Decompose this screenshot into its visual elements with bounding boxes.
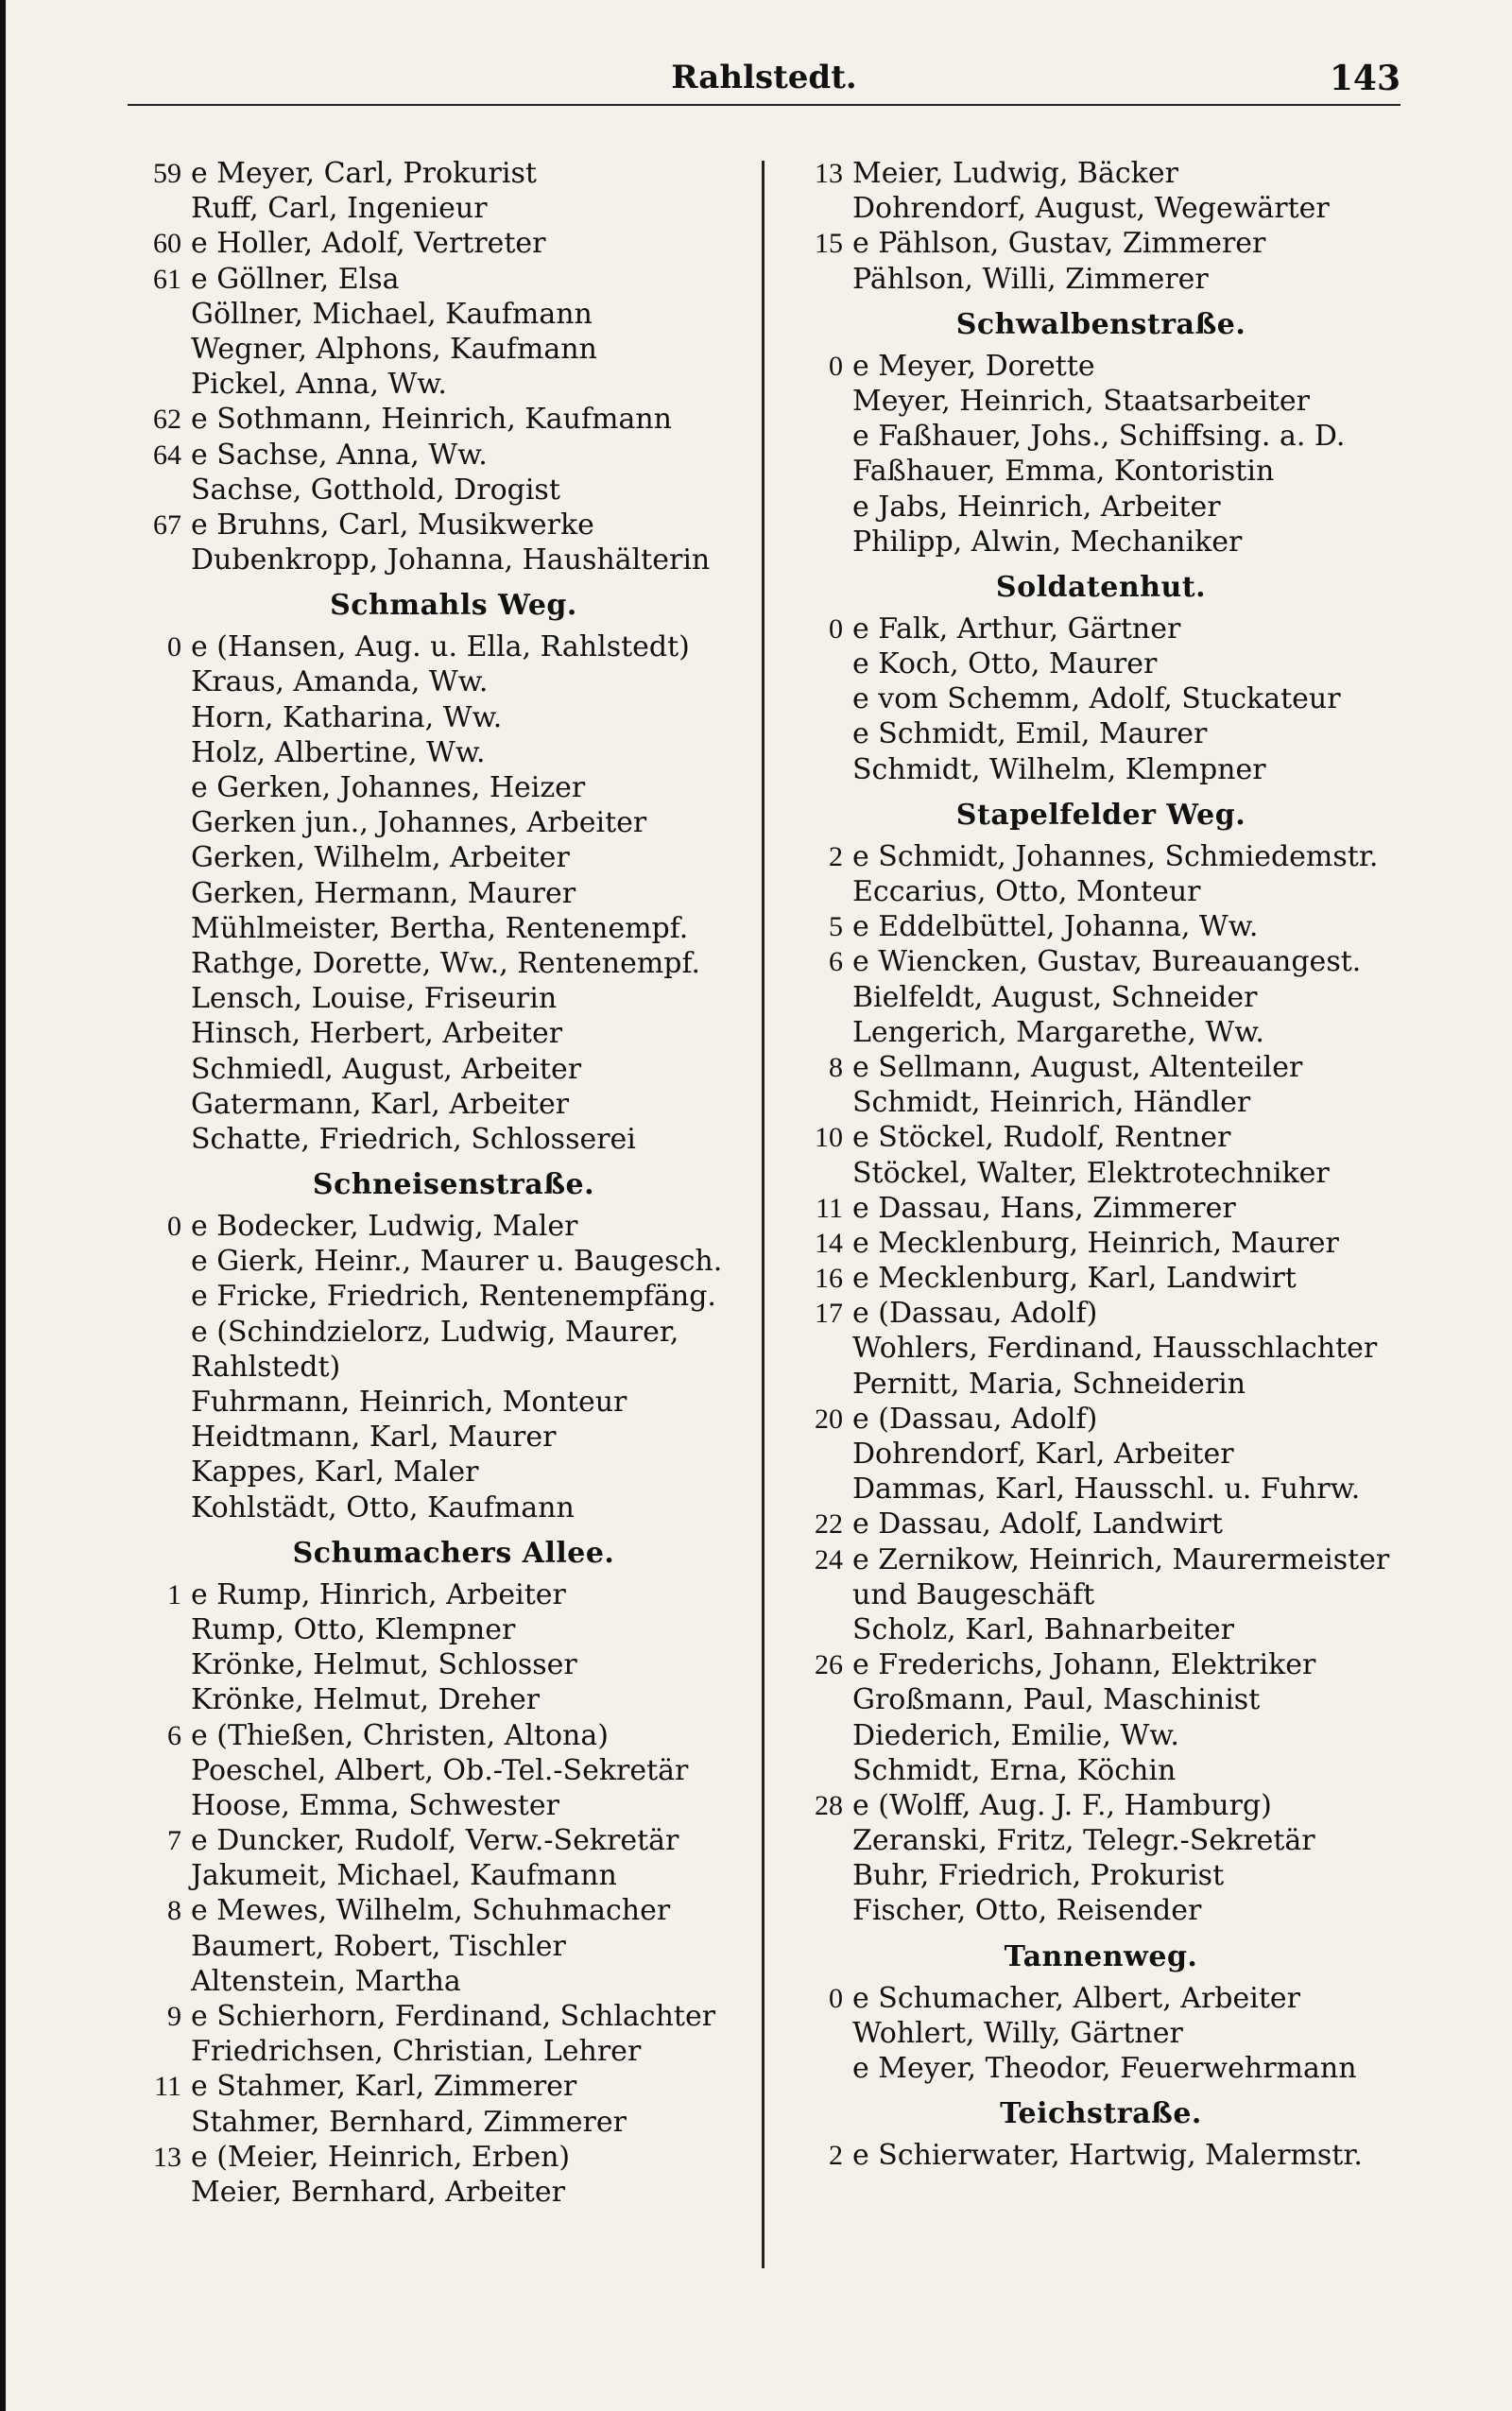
resident-text: e Frederichs, Johann, Elektriker bbox=[852, 1648, 1316, 1682]
resident-text: e (Hansen, Aug. u. Ella, Rahlstedt) bbox=[191, 630, 690, 664]
resident-line: Dohrendorf, Karl, Arbeiter bbox=[852, 1438, 1234, 1471]
address-entry bbox=[132, 438, 775, 473]
house-number: 61 bbox=[153, 263, 181, 295]
address-entry bbox=[794, 156, 1408, 191]
house-number: 59 bbox=[153, 158, 181, 189]
resident-text: e Dassau, Adolf, Landwirt bbox=[852, 1507, 1223, 1541]
address-entry bbox=[794, 2138, 1408, 2173]
house-number: 0 bbox=[829, 1982, 843, 2014]
resident-line: Fuhrmann, Heinrich, Monteur bbox=[191, 1386, 627, 1419]
resident-text: e Schumacher, Albert, Arbeiter bbox=[852, 1981, 1301, 2015]
address-entry bbox=[794, 1507, 1408, 1541]
resident-line: Zeranski, Fritz, Telegr.-Sekretär bbox=[852, 1824, 1315, 1858]
house-number: 6 bbox=[167, 1719, 181, 1751]
resident-line: Krönke, Helmut, Dreher bbox=[191, 1683, 541, 1717]
house-number: 17 bbox=[815, 1298, 843, 1330]
address-entry bbox=[794, 1981, 1408, 2016]
house-number: 14 bbox=[815, 1227, 843, 1259]
resident-text: e Sellmann, August, Altenteiler bbox=[852, 1050, 1303, 1084]
house-number: 6 bbox=[829, 946, 843, 978]
resident-line: e Faßhauer, Johs., Schiffsing. a. D. bbox=[852, 420, 1346, 454]
resident-line: Schatte, Friedrich, Schlosserei bbox=[191, 1122, 636, 1156]
address-entry bbox=[794, 1402, 1408, 1437]
address-entry bbox=[132, 1577, 775, 1612]
address-entry bbox=[132, 508, 775, 542]
resident-line: Poeschel, Albert, Ob.-Tel.-Sekretär bbox=[191, 1753, 689, 1787]
street-heading: Schumachers Allee. bbox=[292, 1536, 615, 1570]
resident-line: Stahmer, Bernhard, Zimmerer bbox=[191, 2105, 627, 2139]
address-entry bbox=[132, 402, 775, 437]
resident-line: e Gierk, Heinr., Maurer u. Baugesch. bbox=[191, 1245, 723, 1279]
street-heading: Schwalbenstraße. bbox=[955, 307, 1246, 341]
house-number: 20 bbox=[815, 1403, 843, 1435]
running-title: Rahlstedt. bbox=[671, 59, 857, 96]
resident-text: e Sothmann, Heinrich, Kaufmann bbox=[191, 403, 672, 437]
address-entry bbox=[132, 629, 775, 664]
resident-line: Stöckel, Walter, Elektrotechniker bbox=[852, 1156, 1330, 1190]
resident-line: Schmidt, Heinrich, Händler bbox=[852, 1086, 1251, 1120]
address-entry bbox=[132, 1999, 775, 2034]
resident-line: Jakumeit, Michael, Kaufmann bbox=[191, 1859, 617, 1893]
house-number: 9 bbox=[167, 2001, 181, 2032]
resident-line: Sachse, Gotthold, Drogist bbox=[191, 473, 560, 507]
street-heading: Schneisenstraße. bbox=[312, 1168, 595, 1202]
street-heading: Stapelfelder Weg. bbox=[955, 798, 1246, 832]
address-entry bbox=[132, 2140, 775, 2175]
resident-line: Mühlmeister, Bertha, Rentenempf. bbox=[191, 911, 689, 945]
resident-line: Pernitt, Maria, Schneiderin bbox=[852, 1367, 1246, 1401]
resident-text: e (Dassau, Adolf) bbox=[852, 1297, 1098, 1331]
street-heading: Teichstraße. bbox=[1000, 2097, 1202, 2131]
address-entry bbox=[794, 909, 1408, 944]
resident-line: Göllner, Michael, Kaufmann bbox=[191, 297, 593, 331]
column-divider bbox=[762, 161, 765, 2268]
resident-text: e Rump, Hinrich, Arbeiter bbox=[191, 1577, 566, 1611]
resident-text: Meier, Ludwig, Bäcker bbox=[852, 157, 1178, 190]
house-number: 2 bbox=[829, 840, 843, 872]
resident-line: Wohlert, Willy, Gärtner bbox=[852, 2016, 1183, 2050]
resident-line: e Gerken, Johannes, Heizer bbox=[191, 771, 586, 804]
address-entry bbox=[132, 1823, 775, 1858]
house-number: 0 bbox=[829, 612, 843, 645]
resident-text: e Schierhorn, Ferdinand, Schlachter bbox=[191, 2000, 716, 2033]
house-number: 7 bbox=[167, 1825, 181, 1857]
resident-text: e Stöckel, Rudolf, Rentner bbox=[852, 1121, 1231, 1155]
resident-line: e Koch, Otto, Maurer bbox=[852, 647, 1158, 681]
resident-line: Dubenkropp, Johanna, Haushälterin bbox=[191, 543, 711, 577]
resident-line: Gerken jun., Johannes, Arbeiter bbox=[191, 806, 647, 840]
resident-text: e Wiencken, Gustav, Bureauangest. bbox=[852, 945, 1362, 979]
resident-text: e Mecklenburg, Heinrich, Maurer bbox=[852, 1226, 1339, 1260]
house-number: 2 bbox=[829, 2140, 843, 2172]
resident-line: e Fricke, Friedrich, Rentenempfäng. bbox=[191, 1280, 716, 1314]
resident-line: Schmidt, Wilhelm, Klempner bbox=[852, 752, 1266, 786]
house-number: 0 bbox=[167, 1211, 181, 1243]
address-entry bbox=[794, 1226, 1408, 1261]
resident-text: e Schmidt, Johannes, Schmiedemstr. bbox=[852, 839, 1379, 873]
resident-line: Eccarius, Otto, Monteur bbox=[852, 875, 1201, 908]
resident-line: und Baugeschäft bbox=[852, 1577, 1095, 1611]
resident-text: e Duncker, Rudolf, Verw.-Sekretär bbox=[191, 1824, 679, 1858]
scan-edge bbox=[0, 0, 6, 2411]
resident-line: e Jabs, Heinrich, Arbeiter bbox=[852, 490, 1221, 524]
house-number: 16 bbox=[815, 1263, 843, 1295]
resident-line: Dammas, Karl, Hausschl. u. Fuhrw. bbox=[852, 1472, 1361, 1507]
resident-line: Dohrendorf, August, Wegewärter bbox=[852, 192, 1330, 226]
resident-line: Holz, Albertine, Ww. bbox=[191, 735, 486, 769]
resident-line: Heidtmann, Karl, Maurer bbox=[191, 1421, 557, 1455]
address-entry bbox=[794, 1647, 1408, 1682]
house-number: 62 bbox=[153, 404, 181, 436]
house-number: 67 bbox=[153, 508, 181, 541]
house-number: 64 bbox=[153, 439, 181, 471]
resident-text: e Zernikow, Heinrich, Maurermeister bbox=[852, 1542, 1390, 1576]
resident-line: Meier, Bernhard, Arbeiter bbox=[191, 2175, 565, 2209]
resident-text: e Sachse, Anna, Ww. bbox=[191, 438, 488, 472]
resident-line: Baumert, Robert, Tischler bbox=[191, 1929, 566, 1963]
resident-line: Kohlstädt, Otto, Kaufmann bbox=[191, 1490, 575, 1524]
house-number: 0 bbox=[829, 350, 843, 382]
resident-text: e Pählson, Gustav, Zimmerer bbox=[852, 227, 1266, 261]
address-entry bbox=[132, 1718, 775, 1753]
address-entry bbox=[794, 1120, 1408, 1155]
resident-text: e Göllner, Elsa bbox=[191, 262, 400, 296]
address-entry bbox=[794, 1542, 1408, 1577]
house-number: 60 bbox=[153, 228, 181, 260]
address-entry bbox=[794, 1296, 1408, 1331]
house-number: 11 bbox=[154, 2071, 181, 2103]
resident-line: Altenstein, Martha bbox=[191, 1964, 461, 1998]
street-heading: Schmahls Weg. bbox=[330, 589, 577, 623]
resident-line: Bielfeldt, August, Schneider bbox=[852, 980, 1258, 1014]
resident-line: e (Schindzielorz, Ludwig, Maurer, bbox=[191, 1315, 679, 1349]
resident-text: e Eddelbüttel, Johanna, Ww. bbox=[852, 910, 1259, 944]
address-entry bbox=[794, 611, 1408, 646]
resident-text: e Falk, Arthur, Gärtner bbox=[852, 611, 1181, 646]
house-number: 1 bbox=[167, 1578, 181, 1610]
resident-text: e Mecklenburg, Karl, Landwirt bbox=[852, 1262, 1297, 1296]
resident-line: Kappes, Karl, Maler bbox=[191, 1455, 479, 1490]
address-entry bbox=[132, 262, 775, 297]
resident-line: Rathge, Dorette, Ww., Rentenempf. bbox=[191, 946, 701, 980]
resident-line: Ruff, Carl, Ingenieur bbox=[191, 192, 488, 226]
resident-text: e Meyer, Dorette bbox=[852, 349, 1095, 383]
resident-text: e Bruhns, Carl, Musikwerke bbox=[191, 508, 594, 542]
address-entry bbox=[794, 944, 1408, 979]
resident-text: e Meyer, Carl, Prokurist bbox=[191, 157, 537, 190]
resident-line: Gerken, Wilhelm, Arbeiter bbox=[191, 841, 570, 875]
house-number: 5 bbox=[829, 911, 843, 943]
resident-line: Meyer, Heinrich, Staatsarbeiter bbox=[852, 384, 1311, 418]
resident-line: Faßhauer, Emma, Kontoristin bbox=[852, 455, 1275, 489]
resident-line: e Meyer, Theodor, Feuerwehrmann bbox=[852, 2052, 1357, 2085]
address-entry bbox=[132, 1893, 775, 1928]
house-number: 11 bbox=[816, 1192, 843, 1224]
resident-line: Pählson, Willi, Zimmerer bbox=[852, 262, 1209, 296]
right-column bbox=[794, 156, 1408, 2173]
resident-text: e (Meier, Heinrich, Erben) bbox=[191, 2140, 571, 2174]
resident-line: e Schmidt, Emil, Maurer bbox=[852, 717, 1208, 751]
resident-line: Friedrichsen, Christian, Lehrer bbox=[191, 2035, 642, 2069]
resident-line: Rahlstedt) bbox=[191, 1350, 341, 1384]
address-entry bbox=[132, 1209, 775, 1244]
address-entry bbox=[794, 839, 1408, 874]
resident-line: Schmidt, Erna, Köchin bbox=[852, 1753, 1177, 1787]
resident-line: Kraus, Amanda, Ww. bbox=[191, 665, 489, 699]
house-number: 26 bbox=[815, 1649, 843, 1681]
resident-text: e (Thießen, Christen, Altona) bbox=[191, 1718, 609, 1752]
house-number: 10 bbox=[815, 1122, 843, 1154]
resident-text: e (Dassau, Adolf) bbox=[852, 1402, 1098, 1436]
resident-line: Lensch, Louise, Friseurin bbox=[191, 982, 558, 1016]
house-number: 0 bbox=[167, 631, 181, 663]
resident-line: Wegner, Alphons, Kaufmann bbox=[191, 332, 597, 366]
resident-line: Hoose, Emma, Schwester bbox=[191, 1788, 559, 1822]
street-heading: Soldatenhut. bbox=[995, 570, 1207, 604]
house-number: 28 bbox=[815, 1789, 843, 1821]
house-number: 8 bbox=[167, 1895, 181, 1927]
resident-line: Rump, Otto, Klempner bbox=[191, 1612, 516, 1646]
house-number: 24 bbox=[815, 1543, 843, 1576]
resident-text: e Bodecker, Ludwig, Maler bbox=[191, 1210, 578, 1244]
resident-line: e vom Schemm, Adolf, Stuckateur bbox=[852, 682, 1341, 716]
resident-line: Philipp, Alwin, Mechaniker bbox=[852, 525, 1243, 559]
address-entry bbox=[794, 349, 1408, 384]
left-column bbox=[132, 156, 775, 2210]
resident-line: Gatermann, Karl, Arbeiter bbox=[191, 1087, 570, 1121]
resident-line: Buhr, Friedrich, Prokurist bbox=[852, 1859, 1225, 1893]
street-heading: Tannenweg. bbox=[1004, 1939, 1198, 1973]
resident-line: Wohlers, Ferdinand, Hausschlachter bbox=[852, 1332, 1378, 1366]
resident-line: Scholz, Karl, Bahnarbeiter bbox=[852, 1612, 1235, 1646]
house-number: 15 bbox=[815, 228, 843, 260]
resident-text: e Mewes, Wilhelm, Schuhmacher bbox=[191, 1894, 671, 1928]
resident-text: e (Wolff, Aug. J. F., Hamburg) bbox=[852, 1788, 1272, 1822]
resident-line: Schmiedl, August, Arbeiter bbox=[191, 1052, 582, 1086]
resident-line: Fischer, Otto, Reisender bbox=[852, 1894, 1202, 1928]
resident-line: Horn, Katharina, Ww. bbox=[191, 700, 503, 734]
resident-line: Krönke, Helmut, Schlosser bbox=[191, 1648, 577, 1682]
address-entry bbox=[794, 226, 1408, 261]
address-entry bbox=[794, 1050, 1408, 1085]
address-entry bbox=[132, 2069, 775, 2104]
house-number: 13 bbox=[153, 2141, 181, 2173]
resident-text: e Stahmer, Karl, Zimmerer bbox=[191, 2070, 577, 2104]
house-number: 13 bbox=[815, 158, 843, 189]
resident-line: Lengerich, Margarethe, Ww. bbox=[852, 1015, 1264, 1049]
address-entry bbox=[794, 1191, 1408, 1226]
address-entry bbox=[132, 226, 775, 261]
address-entry bbox=[132, 156, 775, 191]
house-number: 22 bbox=[815, 1508, 843, 1541]
resident-line: Großmann, Paul, Maschinist bbox=[852, 1683, 1261, 1717]
resident-line: Diederich, Emilie, Ww. bbox=[852, 1718, 1179, 1752]
resident-text: e Schierwater, Hartwig, Malermstr. bbox=[852, 2139, 1363, 2173]
house-number: 8 bbox=[829, 1051, 843, 1083]
resident-line: Pickel, Anna, Ww. bbox=[191, 368, 447, 402]
resident-line: Gerken, Hermann, Maurer bbox=[191, 876, 576, 910]
address-entry bbox=[794, 1261, 1408, 1296]
resident-text: e Dassau, Hans, Zimmerer bbox=[852, 1191, 1236, 1225]
address-entry bbox=[794, 1788, 1408, 1823]
header-rule bbox=[128, 104, 1400, 106]
page-number: 143 bbox=[1329, 59, 1400, 98]
resident-text: e Holler, Adolf, Vertreter bbox=[191, 227, 546, 261]
resident-line: Hinsch, Herbert, Arbeiter bbox=[191, 1017, 563, 1051]
